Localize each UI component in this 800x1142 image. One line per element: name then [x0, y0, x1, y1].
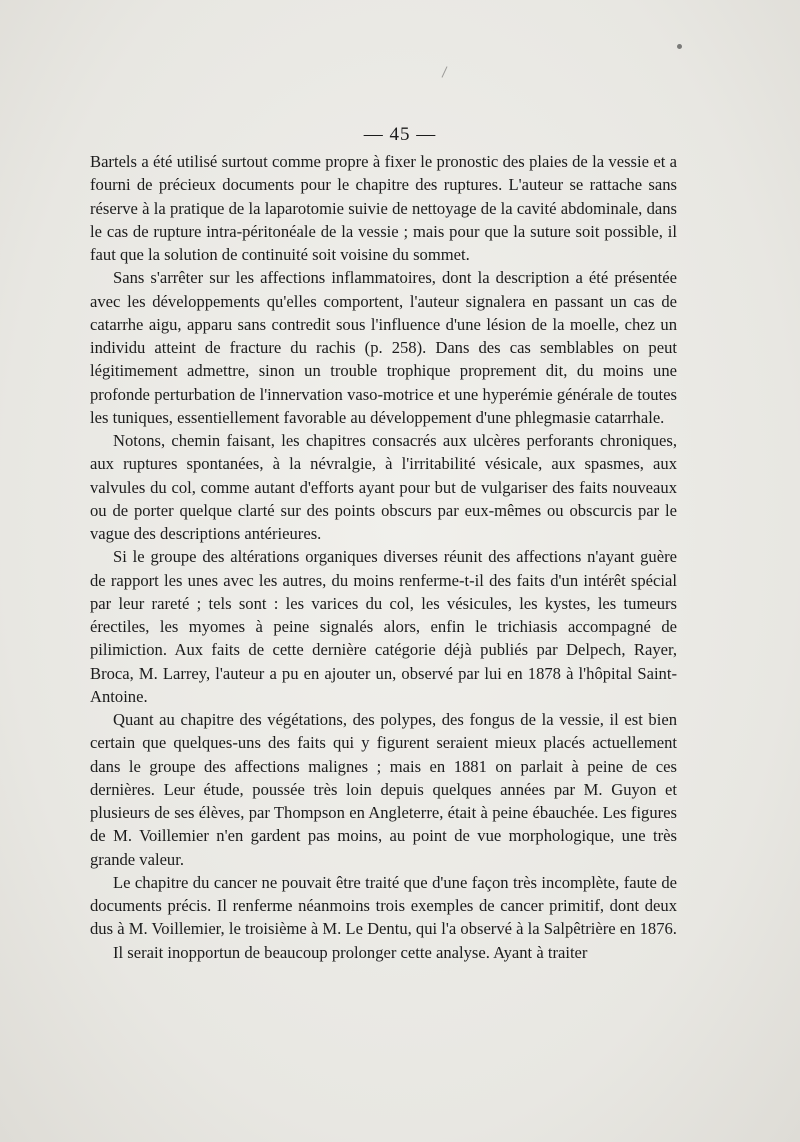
paragraph: Le chapitre du cancer ne pouvait être traité que d'une façon très incomplète, faute de documents précis. Il renferme néanmoins trois exemples de cancer primitif, dont deux dus à M. Voillemier, le troisième à M. Le Dentu, qui l'a observé à la Salpêtrière en 1876.	[90, 872, 677, 939]
paragraph: Notons, chemin faisant, les chapitres consacrés aux ulcères perforants chroniques, aux ruptures spontanées, à la névralgie, à l'irritabilité vésicale, aux spasmes, aux valvules du col, comme autant d'efforts ayant pour but de vulgariser des faits nouveaux ou de porter quelque clarté sur des points obscurs par eux-mêmes ou obscurcis par le vague des descriptions antérieures.	[90, 431, 677, 543]
paragraph: Sans s'arrêter sur les affections inflammatoires, dont la description a été présentée avec les développements qu'elles comportent, l'auteur signalera en passant un cas de catarrhe aigu, apparu sans contredit sous l'influence d'une lésion de la moelle, chez un individu atteint de fracture du rachis (p. 258). Dans des cas semblables on peut légitimement admettre, sinon un trouble trophique proprement dit, du moins une profonde perturbation de l'innervation vaso-motrice et une hyperémie générale de toutes les tuniques, essentiellement favorable au développement d'une phlegmasie catarrhale.	[90, 268, 677, 427]
paragraph: Quant au chapitre des végétations, des polypes, des fongus de la vessie, il est bien certain que quelques-uns des faits qui y figurent seraient mieux placés actuellement dans le groupe des affections malignes ; mais en 1881 on parlait à peine de ces dernières. Leur étude, poussée très loin depuis quelques années par M. Guyon et plusieurs de ses élèves, par Thompson en Angleterre, était à peine ébauchée. Les figures de M. Voillemier n'en gardent pas moins, au point de vue morphologique, une très grande valeur.	[90, 710, 677, 869]
body-text	[90, 150, 677, 964]
paragraph: Si le groupe des altérations organiques diverses réunit des affections n'ayant guère de rapport les unes avec les autres, du moins renferme-t-il des faits d'un intérêt spécial par leur rareté ; tels sont : les varices du col, les vésicules, les kystes, les tumeurs érectiles, les myomes à peine signalés alors, enfin le trichiasis accompagné de pilimiction. Aux faits de cette dernière catégorie déjà publiés par Delpech, Rayer, Broca, M. Larrey, l'auteur a pu en ajouter un, observé par lui en 1878 à l'hôpital Saint-Antoine.	[90, 547, 677, 706]
pencil-mark	[442, 66, 448, 77]
page-number: — 45 —	[363, 124, 437, 145]
ink-speck	[677, 44, 682, 49]
paragraph: Bartels a été utilisé surtout comme propre à fixer le pronostic des plaies de la vessie et a fourni de précieux documents pour le chapitre des ruptures. L'auteur se rattache sans réserve à la pratique de la laparotomie suivie de nettoyage de la cavité abdominale, dans le cas de rupture intra-péritonéale de la vessie ; mais pour que la suture soit possible, il faut que la solution de continuité soit voisine du sommet.	[90, 152, 677, 264]
paragraph: Il serait inopportun de beaucoup prolonger cette analyse. Ayant à traiter	[113, 942, 588, 962]
